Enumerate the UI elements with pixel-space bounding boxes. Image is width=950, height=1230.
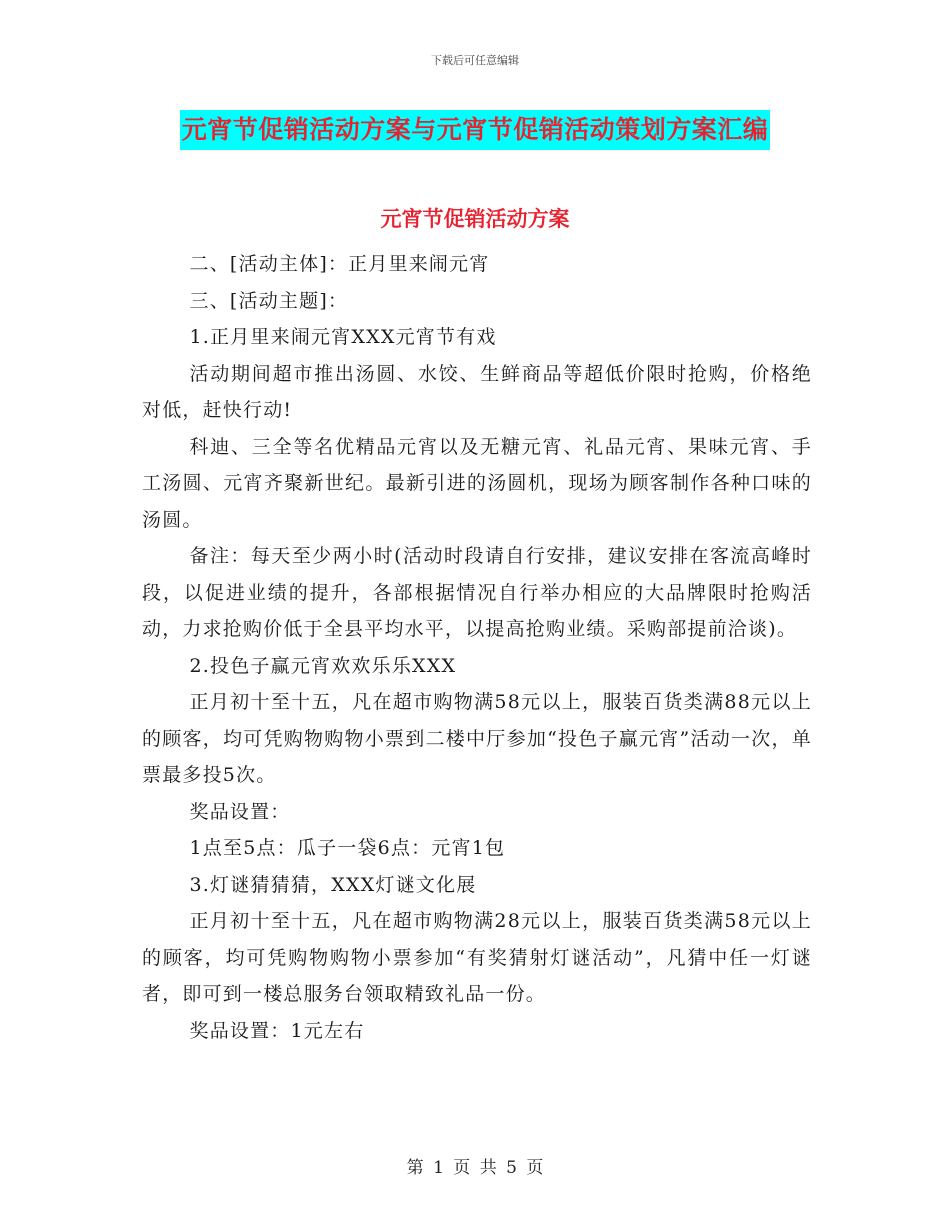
paragraph: 3.灯谜猜猜猜，XXX灯谜文化展 (189, 873, 477, 896)
document-body (142, 246, 812, 1049)
paragraph: 正月初十至十五，凡在超市购物满28元以上，服装百货类满58元以上的顾客，均可凭购物购物小票参加“有奖猜射灯谜活动”，凡猜中任一灯谜者，即可到一楼总服务台领取精致礼品一份。 (142, 910, 812, 1005)
paragraph: 1点至5点：瓜子一袋6点：元宵1包 (189, 837, 506, 859)
paragraph: 二、[活动主体]：正月里来闹元宵 (189, 253, 490, 275)
document-title: 元宵节促销活动方案与元宵节促销活动策划方案汇编 (180, 110, 771, 150)
paragraph: 三、[活动主题]： (189, 289, 349, 312)
section-title: 元宵节促销活动方案 (380, 206, 570, 231)
paragraph: 1.正月里来闹元宵XXX元宵节有戏 (189, 326, 497, 348)
page-footer: 第 1 页 共 5 页 (406, 1158, 544, 1178)
paragraph: 正月初十至十五，凡在超市购物满58元以上，服装百货类满88元以上的顾客，均可凭购物购物小票到二楼中厅参加“投色子赢元宵”活动一次，单票最多投5次。 (142, 691, 812, 786)
document-title-wrapper (0, 110, 950, 150)
paragraph: 2.投色子赢元宵欢欢乐乐XXX (189, 654, 457, 677)
paragraph: 奖品设置： (189, 800, 291, 823)
header-note: 下载后可任意编辑 (431, 54, 519, 67)
paragraph: 活动期间超市推出汤圆、水饺、生鲜商品等超低价限时抢购，价格绝对低，赶快行动! (142, 362, 812, 421)
paragraph: 备注：每天至少两小时(活动时段请自行安排，建议安排在客流高峰时段，以促进业绩的提升，各部根据情况自行举办相应的大品牌限时抢购活动，力求抢购价低于全县平均水平，以提高抢购业绩。采购部提前洽谈)。 (142, 545, 812, 640)
paragraph: 科迪、三全等名优精品元宵以及无糖元宵、礼品元宵、果味元宵、手工汤圆、元宵齐聚新世纪。最新引进的汤圆机，现场为顾客制作各种口味的汤圆。 (142, 435, 812, 531)
paragraph: 奖品设置：1元左右 (189, 1019, 365, 1042)
